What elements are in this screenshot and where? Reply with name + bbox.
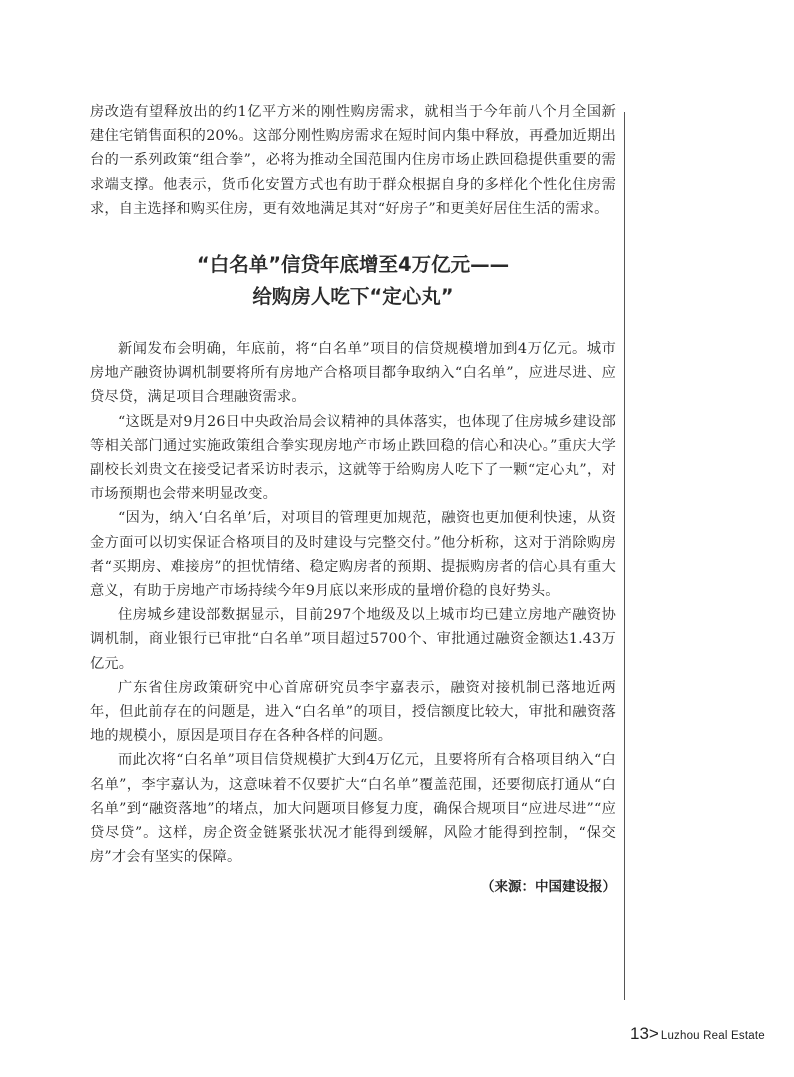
article-source: （来源：中国建设报）	[481, 879, 616, 896]
intro-paragraph: 房改造有望释放出的约1亿平方米的刚性购房需求，就相当于今年前八个月全国新建住宅销售面积的20%。这部分刚性购房需求在短时间内集中释放，再叠加近期出台的一系列政策“组合拳”，必将为推动全国范围内住房市场止跌回稳提供重要的需求端支撑。他表示，货币化安置方式也有助于群众根据自身的多样化个性化住房需求，自主选择和购买住房，更有效地满足其对“好房子”和更美好居住生活的需求。	[90, 104, 616, 217]
paragraph: “这既是对9月26日中央政治局会议精神的具体落实，也体现了住房城乡建设部等相关部门通过实施政策组合拳实现房地产市场止跌回稳的信心和决心。”重庆大学副校长刘贵文在接受记者采访时表示，这就等于给购房人吃下了一颗“定心丸”，对市场预期也会带来明显改变。	[90, 413, 616, 503]
column-divider-rule	[624, 112, 625, 1000]
paragraph: “因为，纳入‘白名单’后，对项目的管理更加规范，融资也更加便利快速，从资金方面可以切实保证合格项目的及时建设与完整交付。”他分析称，这对于消除购房者“买期房、难接房”的担忧情绪、稳定购房者的预期、提振购房者的信心具有重大意义，有助于房地产市场持续今年9月底以来形成的量增价稳的良好势头。	[90, 510, 616, 600]
section-heading-line-2: 给购房人吃下“定心丸”	[252, 285, 454, 309]
publication-name: Luzhou Real Estate	[660, 1030, 765, 1042]
article-body	[90, 100, 616, 895]
section-heading	[90, 249, 616, 313]
paragraph: 住房城乡建设部数据显示，目前297个地级及以上城市均已建立房地产融资协调机制，商业银行已审批“白名单”项目超过5700个、审批通过融资金额达1.43万亿元。	[90, 607, 616, 672]
paragraph: 广东省住房政策研究中心首席研究员李宇嘉表示，融资对接机制已落地近两年，但此前存在的问题是，进入“白名单”的项目，授信额度比较大，审批和融资落地的规模小，原因是项目存在各种各样的问题。	[90, 679, 616, 745]
section-heading-line-1: “白名单”信贷年底增至4万亿元——	[196, 253, 510, 277]
page-footer	[630, 1024, 780, 1046]
paragraph: 新闻发布会明确，年底前，将“白名单”项目的信贷规模增加到4万亿元。城市房地产融资协调机制要将所有房地产合格项目都争取纳入“白名单”，应进尽进、应贷尽贷，满足项目合理融资需求。	[90, 341, 616, 406]
page-number: 13>	[630, 1024, 659, 1043]
paragraph: 而此次将“白名单”项目信贷规模扩大到4万亿元，且要将所有合格项目纳入“白名单”，李宇嘉认为，这意味着不仅要扩大“白名单”覆盖范围，还要彻底打通从“白名单”到“融资落地”的堵点，加大问题项目修复力度，确保合规项目“应进尽进”“应贷尽贷”。这样，房企资金链紧张状况才能得到缓解，风险才能得到控制，“保交房”才会有坚实的保障。	[90, 752, 616, 866]
